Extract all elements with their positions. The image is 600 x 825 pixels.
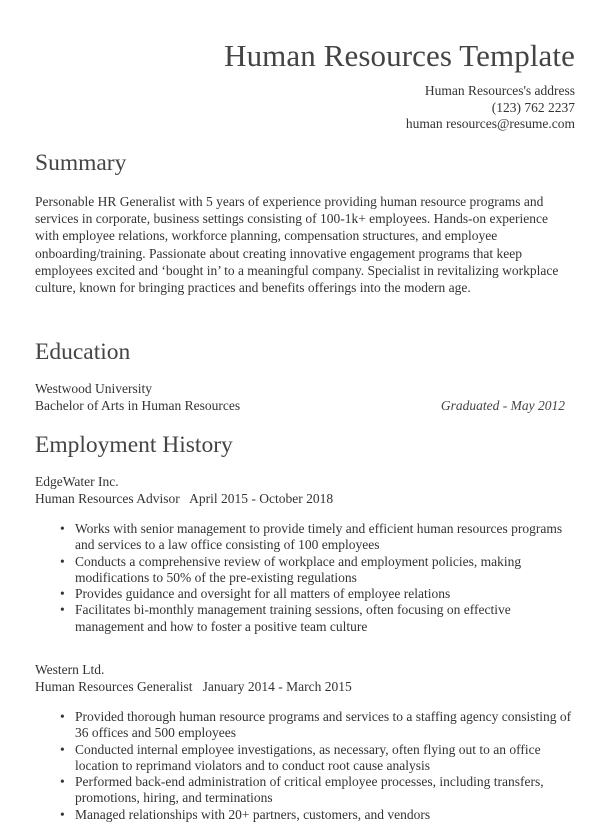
job-company: EdgeWater Inc. (35, 474, 119, 489)
education-heading: Education (35, 339, 131, 365)
summary-heading: Summary (35, 150, 127, 176)
summary-text: Personable HR Generalist with 5 years of experience providing human resource programs and services in corporate, business settings consisting of 100-1k+ employees. Hands-on experience with employee relations, workforce planning, compensation structures, and employee onboarding/training. Passionate about creating innovative engagement programs that keep employees excited and ‘bought in’ to a meaningful company. Specialist in revitalizing workplace culture, known for bringing practices and benefits offerings into the modern age. (35, 194, 559, 296)
education-degree: Bachelor of Arts in Human Resources (35, 398, 241, 413)
education-graduated: Graduated - May 2012 (440, 398, 565, 413)
resume-title: Human Resources Template (224, 38, 575, 73)
job-bullet-list (57, 709, 572, 823)
job-bullet: • Conducts a comprehensive review of workplace and employment policies, making modifications to 50% of the pre-existing regulations (57, 554, 572, 587)
contact-email: human resources@resume.com (405, 116, 575, 131)
job-bullet: • Provided thorough human resource programs and services to a staffing agency consisting of 36 offices and 500 employees (57, 709, 572, 742)
contact-block (406, 83, 575, 133)
job-bullet-list (57, 521, 572, 635)
job-bullet: • Managed relationships with 20+ partners, customers, and vendors (57, 807, 572, 823)
employment-heading: Employment History (35, 432, 233, 458)
contact-address: Human Resources's address (424, 83, 575, 98)
education-school: Westwood University (35, 381, 153, 396)
job-bullet: • Provides guidance and oversight for all matters of employee relations (57, 586, 572, 602)
job-company: Western Ltd. (35, 662, 105, 677)
contact-phone: (123) 762 2237 (491, 99, 575, 115)
job-bullet: • Works with senior management to provide timely and efficient human resources programs and services to a law office consisting of 100 employees (57, 521, 572, 554)
summary-paragraph (35, 193, 575, 296)
job-role-dates: Human Resources Generalist January 2014 - March 2015 (35, 679, 352, 694)
job-role-dates: Human Resources Advisor April 2015 - October 2018 (35, 491, 334, 506)
job-bullet: • Conducted internal employee investigations, as necessary, often flying out to an office location to reprimand violators and to conduct root cause analysis (57, 742, 572, 775)
job-bullet: • Facilitates bi-monthly management training sessions, often focusing on effective management and how to foster a positive team culture (57, 602, 572, 635)
job-bullet: • Performed back-end administration of critical employee processes, including transfers, promotions, hiring, and terminations (57, 774, 572, 807)
